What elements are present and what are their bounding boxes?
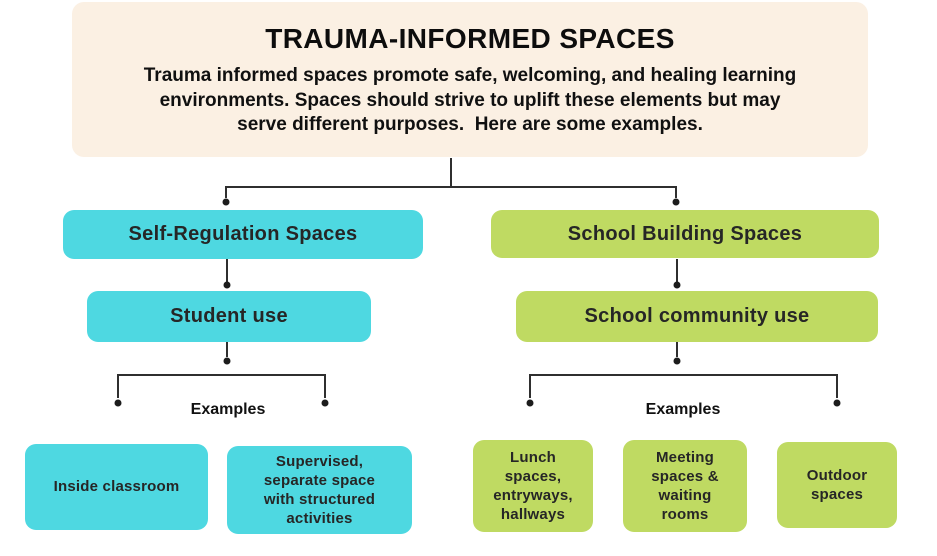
leaf-lunch-spaces: Lunch spaces, entryways, hallways bbox=[473, 440, 593, 532]
node-school-community-use: School community use bbox=[516, 291, 878, 342]
branch-dot bbox=[223, 199, 230, 206]
examples-label-right: Examples bbox=[645, 401, 721, 418]
page-title: TRAUMA-INFORMED SPACES bbox=[265, 23, 675, 54]
branch-dot bbox=[674, 358, 681, 365]
examples-label-left: Examples bbox=[190, 401, 266, 418]
branch-dot bbox=[322, 400, 329, 407]
header-panel bbox=[72, 2, 868, 157]
branch-dot bbox=[224, 358, 231, 365]
subtitle-line-1: Trauma informed spaces promote safe, welcoming, and healing learning bbox=[143, 65, 797, 86]
node-student-use: Student use bbox=[87, 291, 371, 342]
leaf-supervised-space: Supervised, separate space with structured activities bbox=[227, 446, 412, 534]
subtitle-line-3: serve different purposes. Here are some examples. bbox=[237, 114, 703, 136]
right-examples-bracket bbox=[530, 375, 837, 398]
branch-dot bbox=[673, 199, 680, 206]
branch-dot bbox=[527, 400, 534, 407]
left-examples-bracket bbox=[118, 375, 325, 398]
branch-dot bbox=[224, 282, 231, 289]
branch-dot bbox=[115, 400, 122, 407]
leaf-outdoor-spaces: Outdoor spaces bbox=[777, 442, 897, 528]
subtitle-line-2: environments. Spaces should strive to uplift these elements but may bbox=[159, 89, 781, 111]
branch-dot bbox=[834, 400, 841, 407]
page-subtitle bbox=[100, 64, 840, 138]
node-self-regulation-spaces: Self-Regulation Spaces bbox=[63, 210, 423, 259]
branch-dot bbox=[674, 282, 681, 289]
leaf-meeting-spaces: Meeting spaces & waiting rooms bbox=[623, 440, 747, 532]
top-bracket-line bbox=[226, 187, 676, 198]
node-school-building-spaces: School Building Spaces bbox=[491, 210, 879, 258]
leaf-inside-classroom: Inside classroom bbox=[25, 444, 208, 530]
